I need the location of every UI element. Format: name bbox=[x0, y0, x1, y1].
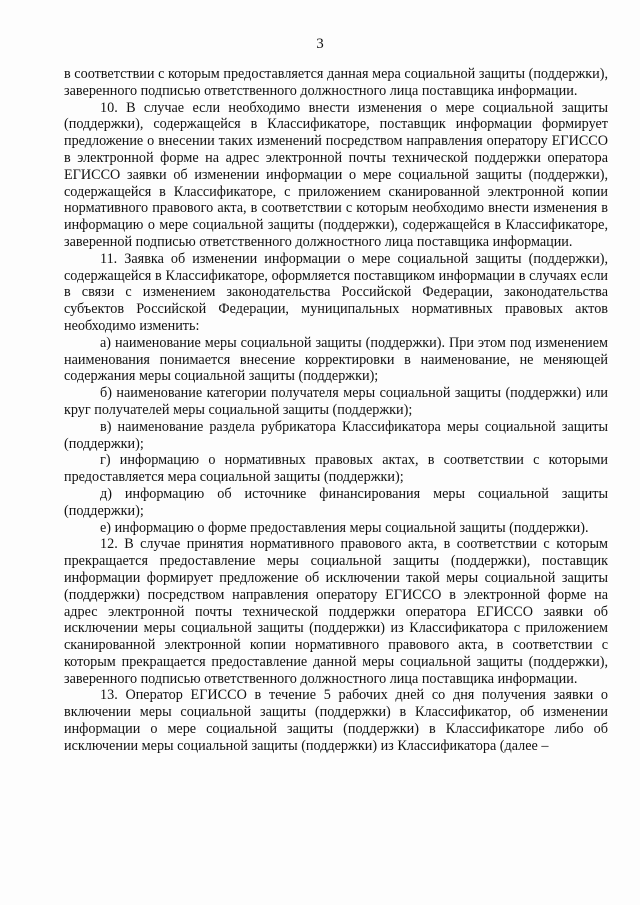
subitem-d: д) информацию об источнике финансирования меры социальной защиты (поддержки); bbox=[64, 485, 608, 519]
subitem-e: е) информацию о форме предоставления меры социальной защиты (поддержки). bbox=[100, 519, 589, 536]
document-body bbox=[64, 66, 608, 755]
page-number: 3 bbox=[316, 36, 324, 52]
subitem-a: а) наименование меры социальной защиты (поддержки). При этом под изменением наименования понимается внесение корректировки в наименование, не меняющей содержания меры социальной защиты (поддержки); bbox=[64, 334, 608, 385]
paragraph-11: 11. Заявка об изменении информации о мере социальной защиты (поддержки), содержащейся в Классификаторе, оформляется поставщиком информации в случаях если в связи с изменением законодательства Российской Федерации, законодательства субъектов Российской Федерации, муниципальных нормативных правовых актов необходимо изменить: bbox=[64, 250, 608, 334]
subitem-g: г) информацию о нормативных правовых актах, в соответствии с которыми предоставляется мера социальной защиты (поддержки); bbox=[64, 452, 608, 486]
paragraph-12: 12. В случае принятия нормативного правового акта, в соответствии с которым прекращается предоставление меры социальной защиты (поддержки), поставщик информации формирует предложение об исключении такой меры социальной защиты (поддержки) посредством направления оператору ЕГИССО в электронной форме на адрес электронной почты технической поддержки оператора ЕГИССО заявки об исключении меры социальной защиты (поддержки) из Классификатора с приложением сканированной электронной копии нормативного правового акта, в соответствии с которым прекращается предоставление данной меры социальной защиты (поддержки), заверенного подписью ответственного должностного лица поставщика информации. bbox=[64, 536, 608, 687]
paragraph-13: 13. Оператор ЕГИССО в течение 5 рабочих дней со дня получения заявки о включении меры социальной защиты (поддержки) в Классификатор, об изменении информации о мере социальной защиты (поддержки) в Классификаторе либо об исключении меры социальной защиты (поддержки) из Классификатора (далее – bbox=[64, 687, 608, 754]
paragraph-10: 10. В случае если необходимо внести изменения о мере социальной защиты (поддержки), содержащейся в Классификаторе, поставщик информации формирует предложение о внесении таких изменений посредством направления оператору ЕГИССО в электронной форме на адрес электронной почты технической поддержки оператора ЕГИССО заявки об изменении информации о мере социальной защиты (поддержки), содержащейся в Классификаторе, с приложением сканированной электронной копии нормативного правового акта, в соответствии с которым необходимо внести изменения в информацию о мере социальной защиты (поддержки), содержащейся в Классификаторе, заверенной подписью ответственного должностного лица поставщика информации. bbox=[64, 99, 608, 250]
paragraph-continuation: в соответствии с которым предоставляется данная мера социальной защиты (поддержки), заверенного подписью ответственного должностного лица поставщика информации. bbox=[64, 66, 608, 99]
subitem-b: б) наименование категории получателя меры социальной защиты (поддержки) или круг получателей меры социальной защиты (поддержки); bbox=[64, 385, 608, 418]
subitem-v: в) наименование раздела рубрикатора Классификатора меры социальной защиты (поддержки); bbox=[64, 418, 608, 452]
